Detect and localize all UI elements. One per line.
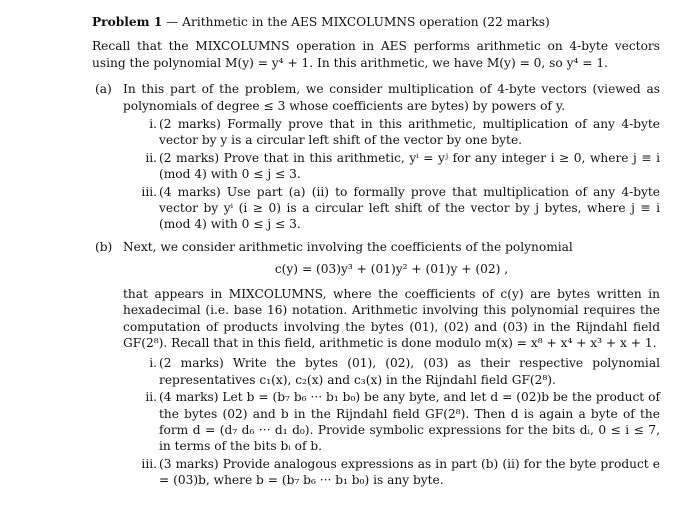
item-text: (4 marks) Let b = (b₇ b₆ ··· b₁ b₀) be any byte, and let d = (02)b be the product of the bytes (02) and b in the Rijndahl field GF(2⁸). Then d is again a byte of the form d = (d₇ d₆ ··· d₁ d₀). Provide symbolic expressions for the bits dᵢ, 0 ≤ i ≤ 7, in terms of the bits bᵢ of b. (159, 390, 660, 454)
part-b-label: (b) (95, 239, 113, 254)
item-text: (2 marks) Prove that in this arithmetic, yⁱ = yʲ for any integer i ≥ 0, where j ≡ i (mod 4) with 0 ≤ j ≤ 3. (159, 150, 660, 182)
part-b-item-1 (123, 355, 660, 388)
part-b-item-2 (123, 389, 660, 455)
item-label: ii. (145, 390, 157, 405)
part-b-text: Next, we consider arithmetic involving the coefficients of the polynomial (123, 239, 573, 254)
problem-heading: — Arithmetic in the AES MIXCOLUMNS operation (22 marks) (162, 15, 550, 29)
item-label: i. (149, 356, 157, 371)
problem-label: Problem 1 (92, 15, 163, 29)
part-a-item-2 (123, 150, 660, 183)
part-b (92, 239, 660, 489)
item-text: (3 marks) Provide analogous expressions as in part (b) (ii) for the byte product e = (03)b, where b = (b₇ b₆ ··· b₁ b₀) is any byte. (159, 456, 660, 488)
item-text: (2 marks) Write the bytes (01), (02), (03) as their respective polynomial representatives c₁(x), c₂(x) and c₃(x) in the Rijndahl field GF(2⁸). (159, 356, 660, 387)
item-text: (2 marks) Formally prove that in this arithmetic, multiplication of any 4-byte vector by y is a circular left shift of the vector by one byte. (159, 117, 660, 148)
part-b-item-3 (123, 456, 660, 489)
item-text: (4 marks) Use part (a) (ii) to formally prove that multiplication of any 4-byte vector by yⁱ (i ≥ 0) is a circular left shift of the vector by j bytes, where j ≡ i (mod 4) with 0 ≤ j ≤ 3. (159, 184, 660, 232)
item-label: iii. (141, 184, 157, 199)
item-label: ii. (145, 150, 157, 165)
problem-title (92, 14, 660, 30)
item-label: iii. (141, 456, 157, 471)
part-a-text: In this part of the problem, we consider multiplication of 4-byte vectors (viewed as polynomials of degree ≤ 3 whose coefficients are bytes) by powers of y. (123, 82, 660, 113)
part-a-item-1 (123, 116, 660, 149)
polynomial-equation: c(y) = (03)y³ + (01)y² + (01)y + (02) , (274, 262, 509, 277)
part-b-explanation: that appears in MIXCOLUMNS, where the coefficients of c(y) are bytes written in hexadecimal (i.e. base 16) notation. Arithmetic involving this polynomial requires the computation of products involving the bytes (01), (02) and (03) in the Rijndahl field GF(2⁸). Recall that in this field, arithmetic is done modulo m(x) = x⁸ + x⁴ + x³ + x + 1. (123, 286, 660, 350)
intro-paragraph: Recall that the MIXCOLUMNS operation in AES performs arithmetic on 4-byte vectors using the polynomial M(y) = y⁴ + 1. In this arithmetic, we have M(y) = 0, so y⁴ = 1. (92, 39, 660, 70)
item-label: i. (149, 117, 157, 132)
part-a-label: (a) (95, 82, 112, 97)
part-a (92, 81, 660, 233)
part-a-item-3 (123, 184, 660, 233)
